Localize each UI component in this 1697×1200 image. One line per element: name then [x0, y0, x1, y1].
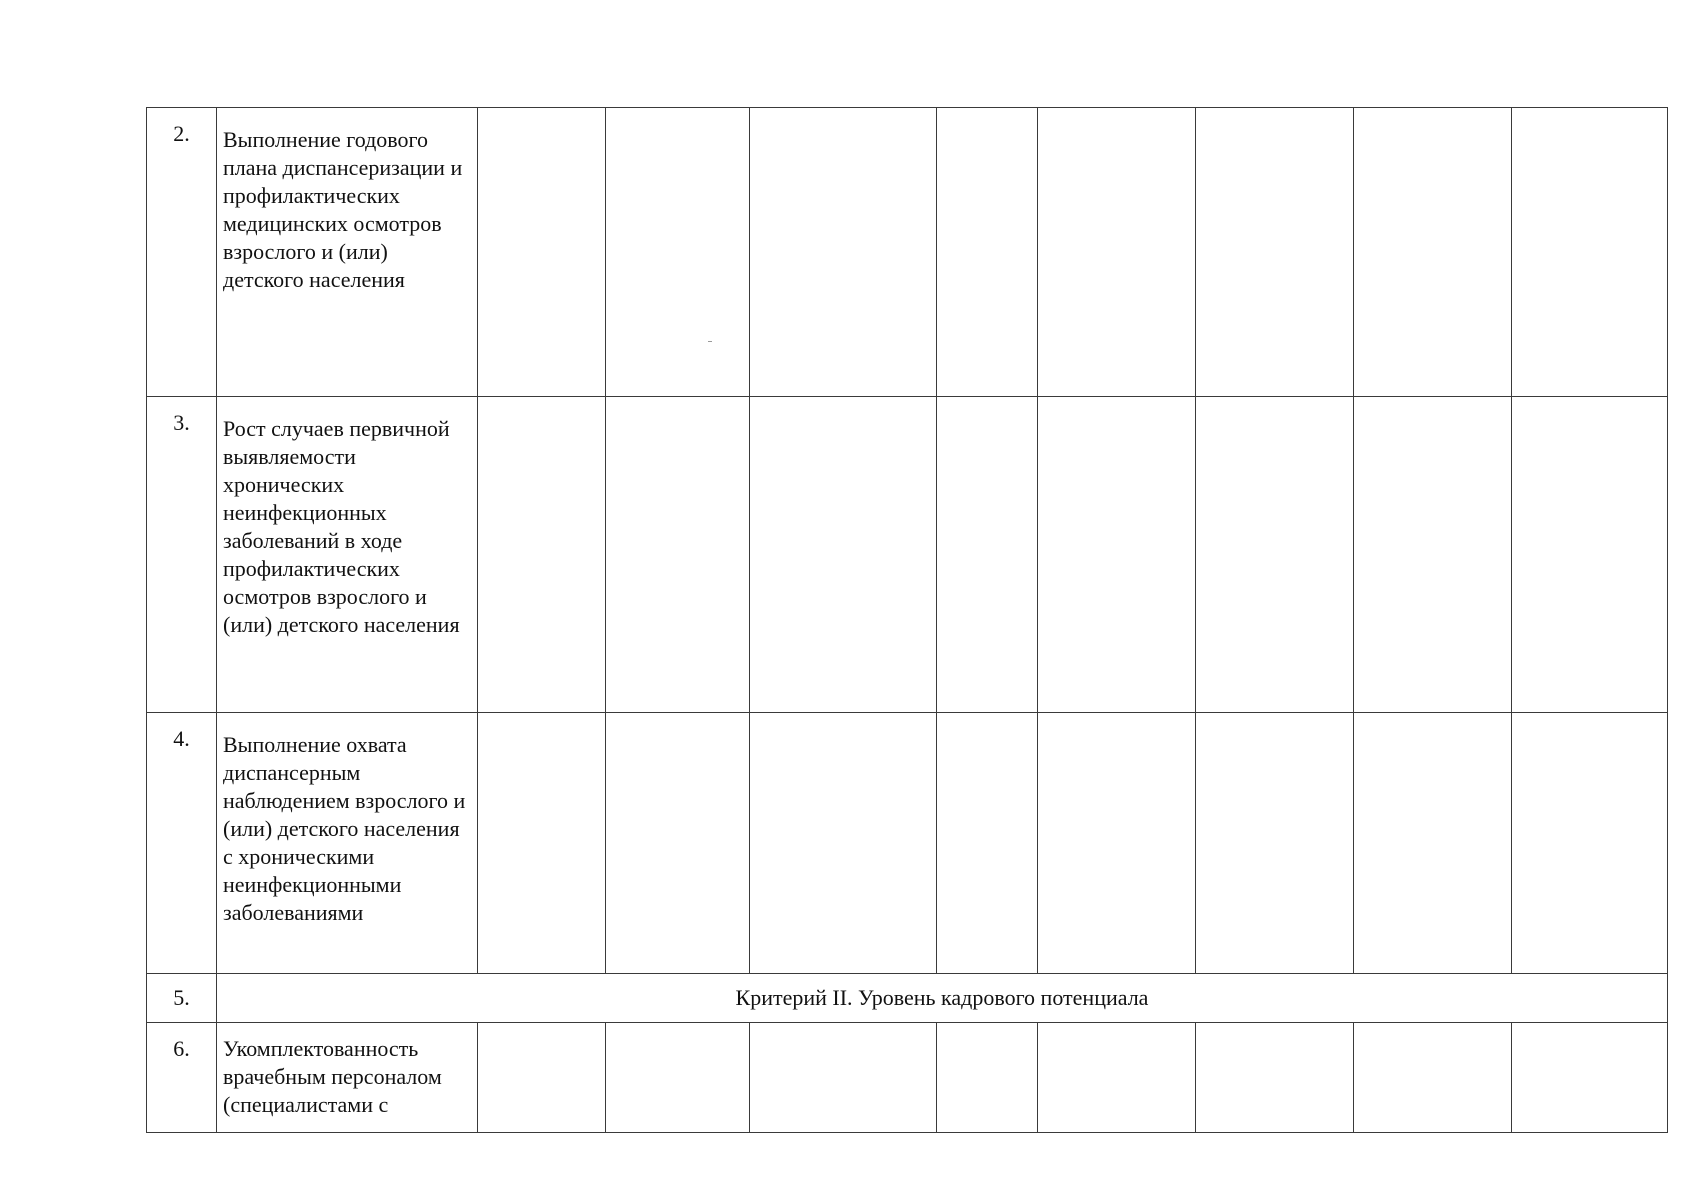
empty-cell	[1512, 108, 1668, 397]
empty-cell	[1354, 1023, 1512, 1133]
empty-cell	[750, 1023, 937, 1133]
table-row	[147, 108, 1668, 397]
empty-cell	[1196, 1023, 1354, 1133]
empty-cell	[606, 397, 750, 713]
empty-cell	[937, 397, 1038, 713]
empty-cell	[1512, 1023, 1668, 1133]
row-number: 6.	[147, 1023, 217, 1133]
empty-cell	[478, 397, 606, 713]
table-row-criterion	[147, 974, 1668, 1023]
row-number: 3.	[147, 397, 217, 713]
empty-cell	[1354, 713, 1512, 974]
empty-cell	[1038, 713, 1196, 974]
empty-cell	[1196, 397, 1354, 713]
empty-cell	[478, 108, 606, 397]
empty-cell	[1196, 713, 1354, 974]
table-row	[147, 397, 1668, 713]
row-description: Укомплектованность врачебным персоналом (специалистами с	[217, 1023, 478, 1133]
empty-cell	[1512, 713, 1668, 974]
empty-cell	[606, 108, 750, 397]
empty-cell	[1038, 397, 1196, 713]
empty-cell	[1038, 1023, 1196, 1133]
empty-cell	[937, 108, 1038, 397]
empty-cell	[478, 1023, 606, 1133]
table-row	[147, 713, 1668, 974]
row-description: Выполнение охвата диспансерным наблюдением взрослого и (или) детского населения с хроническими неинфекционными заболеваниями	[217, 713, 478, 974]
empty-cell	[1354, 397, 1512, 713]
row-description: Рост случаев первичной выявляемости хронических неинфекционных заболеваний в ходе профилактических осмотров взрослого и (или) детского населения	[217, 397, 478, 713]
empty-cell	[937, 1023, 1038, 1133]
empty-cell	[606, 1023, 750, 1133]
table-row	[147, 1023, 1668, 1133]
empty-cell	[606, 713, 750, 974]
row-number: 5.	[147, 974, 217, 1023]
row-number: 4.	[147, 713, 217, 974]
empty-cell	[1512, 397, 1668, 713]
empty-cell	[750, 713, 937, 974]
empty-cell	[750, 108, 937, 397]
empty-cell	[750, 397, 937, 713]
empty-cell	[1196, 108, 1354, 397]
criteria-table	[146, 107, 1668, 1133]
row-description: Выполнение годового плана диспансеризации и профилактических медицинских осмотров взрослого и (или) детского населения	[217, 108, 478, 397]
row-number: 2.	[147, 108, 217, 397]
empty-cell	[937, 713, 1038, 974]
empty-cell	[1038, 108, 1196, 397]
empty-cell	[478, 713, 606, 974]
empty-cell	[1354, 108, 1512, 397]
scan-speck	[708, 341, 712, 342]
criterion-heading: Критерий II. Уровень кадрового потенциала	[217, 974, 1668, 1023]
